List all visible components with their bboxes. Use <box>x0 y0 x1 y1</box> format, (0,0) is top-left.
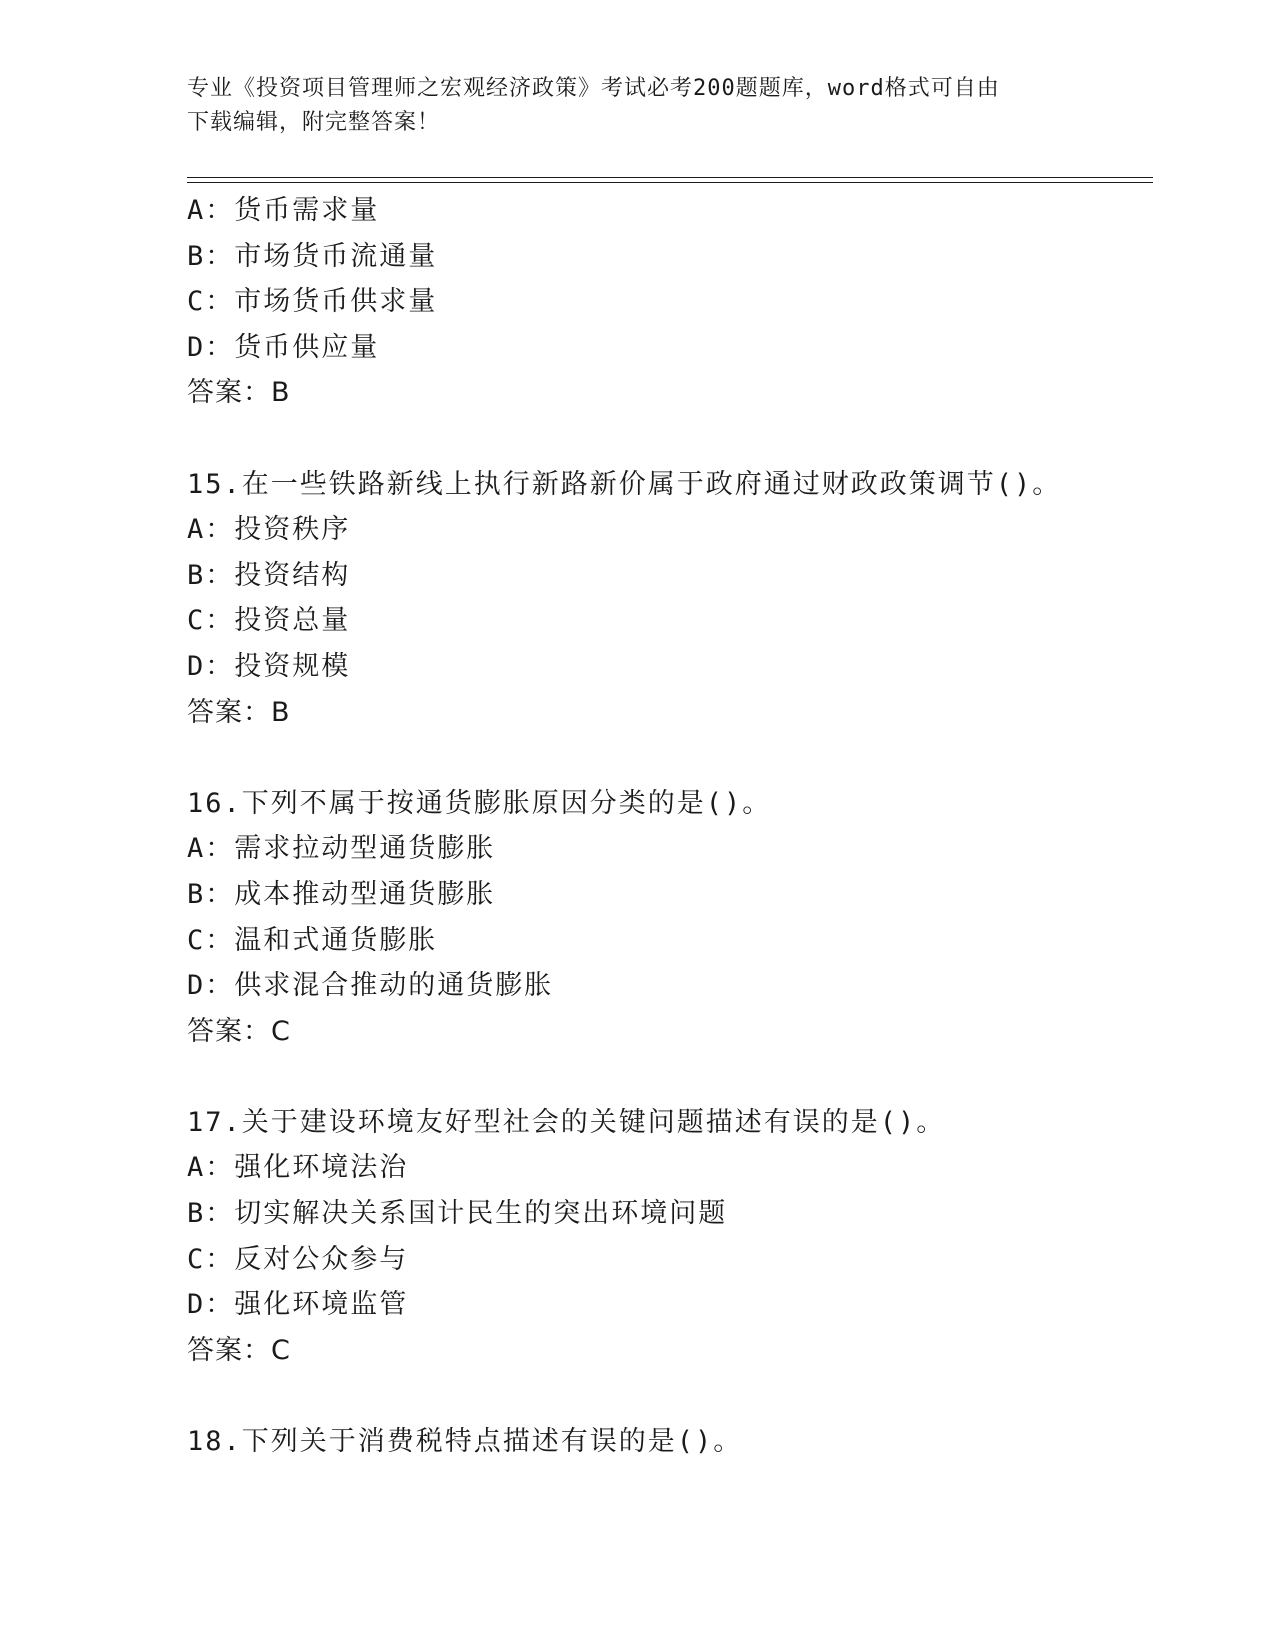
header-line-2: 下载编辑，附完整答案！ <box>187 110 441 135</box>
question-block-18 <box>187 1419 1153 1465</box>
option-a: A：货币需求量 <box>187 195 380 226</box>
spacer <box>187 1373 1153 1419</box>
option-c: C：反对公众参与 <box>187 1243 409 1275</box>
option-b: B：切实解决关系国计民生的突出环境问题 <box>187 1198 728 1230</box>
document-header <box>187 72 1067 140</box>
question-text: 16.下列不属于按通货膨胀原因分类的是()。 <box>187 787 772 819</box>
header-divider-top <box>187 177 1153 178</box>
question-block-17 <box>187 1100 1153 1374</box>
option-b: B：投资结构 <box>187 559 351 591</box>
question-text: 18.下列关于消费税特点描述有误的是()。 <box>187 1426 743 1458</box>
answer-line: 答案：C <box>187 1015 291 1047</box>
option-b: B：市场货币流通量 <box>187 240 438 272</box>
option-c: C：温和式通货膨胀 <box>187 924 438 956</box>
answer-line: 答案：B <box>187 696 291 728</box>
option-a: A：强化环境法治 <box>187 1152 409 1184</box>
option-d: D：强化环境监管 <box>187 1289 409 1321</box>
question-block-16 <box>187 781 1153 1055</box>
option-d: D：投资规模 <box>187 650 351 682</box>
option-d: D：货币供应量 <box>187 331 380 363</box>
header-divider-bottom <box>187 182 1153 183</box>
spacer <box>187 735 1153 781</box>
option-a: A：投资秩序 <box>187 514 351 546</box>
question-block-14 <box>187 188 1153 416</box>
option-a: A：需求拉动型通货膨胀 <box>187 833 496 865</box>
option-b: B：成本推动型通货膨胀 <box>187 878 496 910</box>
answer-line: 答案：C <box>187 1334 291 1366</box>
option-c: C：市场货币供求量 <box>187 286 438 318</box>
question-block-15 <box>187 462 1153 736</box>
option-d: D：供求混合推动的通货膨胀 <box>187 970 554 1002</box>
question-list <box>187 188 1153 1465</box>
question-text: 17.关于建设环境友好型社会的关键问题描述有误的是()。 <box>187 1106 946 1138</box>
spacer <box>187 1054 1153 1100</box>
header-line-1: 专业《投资项目管理师之宏观经济政策》考试必考200题题库，word格式可自由 <box>187 76 1000 101</box>
question-text: 15.在一些铁路新线上执行新路新价属于政府通过财政政策调节()。 <box>187 468 1062 500</box>
spacer <box>187 416 1153 462</box>
answer-line: 答案：B <box>187 377 291 409</box>
option-c: C：投资总量 <box>187 605 351 637</box>
